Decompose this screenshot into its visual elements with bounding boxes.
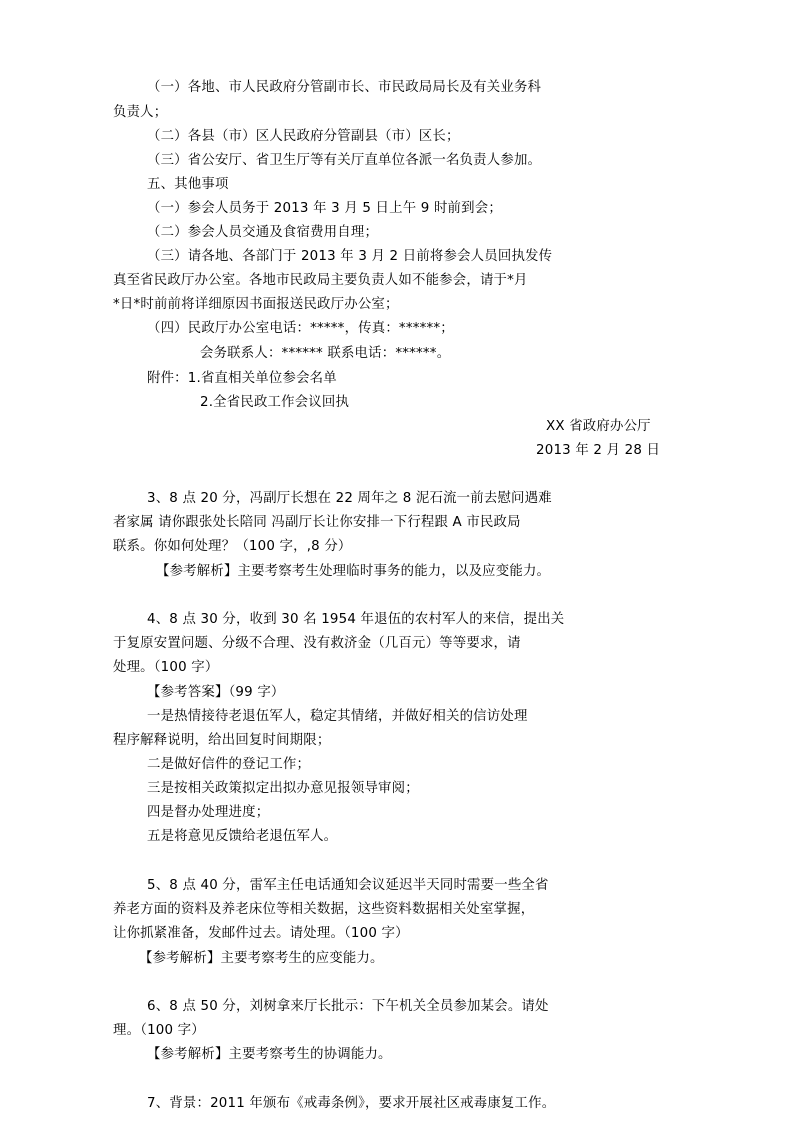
question-line: 4、8 点 30 分，收到 30 名 1954 年退伍的农村军人的来信，提出关 xyxy=(147,612,565,627)
attachment-line: 2.全省民政工作会议回执 xyxy=(200,395,350,410)
question-line: 联系。你如何处理？（100 字，,8 分） xyxy=(113,539,352,554)
analysis-line: 【参考解析】主要考察考生的应变能力。 xyxy=(139,951,384,966)
question-line: 于复原安置问题、分级不合理、没有救济金（几百元）等等要求，请 xyxy=(113,636,521,651)
signature-date: 2013 年 2 月 28 日 xyxy=(536,443,661,458)
question-line: 让你抓紧准备，发邮件过去。请处理。（100 字） xyxy=(113,926,409,941)
question-line: 处理。（100 字） xyxy=(113,660,219,675)
text-line: 负责人； xyxy=(113,105,168,120)
question-line: 理。（100 字） xyxy=(113,1023,205,1038)
question-line: 者家属 请你跟张处长陪同 冯副厅长让你安排一下行程跟 A 市民政局 xyxy=(113,515,521,530)
question-line: 3、8 点 20 分，冯副厅长想在 22 周年之 8 泥石流一前去慰问遇难 xyxy=(147,491,552,506)
text-line: （一）各地、市人民政府分管副市长、市民政局局长及有关业务科 xyxy=(147,80,542,95)
answer-line: 五是将意见反馈给老退伍军人。 xyxy=(147,829,338,844)
text-line: 真至省民政厅办公室。各地市民政局主要负责人如不能参会，请于*月 xyxy=(113,273,528,288)
answer-line: 二是做好信件的登记工作； xyxy=(147,757,311,772)
text-line: （一）参会人员务于 2013 年 3 月 5 日上午 9 时前到会； xyxy=(147,201,502,216)
analysis-line: 【参考解析】主要考察考生处理临时事务的能力，以及应变能力。 xyxy=(156,564,551,579)
text-line: （四）民政厅办公室电话：*****，传真：******； xyxy=(147,321,454,336)
answer-line: 四是督办处理进度； xyxy=(147,805,270,820)
question-line: 6、8 点 50 分，刘树拿来厅长批示：下午机关全员参加某会。请处 xyxy=(147,999,549,1014)
text-line: （二）参会人员交通及食宿费用自理； xyxy=(147,225,379,240)
answer-line: 三是按相关政策拟定出拟办意见报领导审阅； xyxy=(147,781,419,796)
question-line: 养老方面的资料及养老床位等相关数据，这些资料数据相关处室掌握， xyxy=(113,902,535,917)
answer-line: 一是热情接待老退伍军人，稳定其情绪，并做好相关的信访处理 xyxy=(147,709,528,724)
signature-org: XX 省政府办公厅 xyxy=(546,419,651,434)
text-line: 会务联系人：****** 联系电话：******。 xyxy=(200,346,451,361)
text-line: （二）各县（市）区人民政府分管副县（市）区长； xyxy=(147,129,460,144)
analysis-line: 【参考解析】主要考察考生的协调能力。 xyxy=(147,1047,392,1062)
attachment-line: 附件：1.省直相关单位参会名单 xyxy=(147,371,337,386)
section-heading: 五、其他事项 xyxy=(147,177,229,192)
text-line: （三）请各地、各部门于 2013 年 3 月 2 日前将参会人员回执发传 xyxy=(147,249,553,264)
question-line: 7、背景：2011 年颁布《戒毒条例》，要求开展社区戒毒康复工作。 xyxy=(147,1096,556,1111)
answer-line: 程序解释说明，给出回复时间期限； xyxy=(113,733,331,748)
text-line: （三）省公安厅、省卫生厅等有关厅直单位各派一名负责人参加。 xyxy=(147,153,542,168)
question-line: 5、8 点 40 分，雷军主任电话通知会议延迟半天同时需要一些全省 xyxy=(147,878,549,893)
text-line: *日*时前前将详细原因书面报送民政厅办公室； xyxy=(113,297,399,312)
answer-heading: 【参考答案】（99 字） xyxy=(147,685,285,700)
